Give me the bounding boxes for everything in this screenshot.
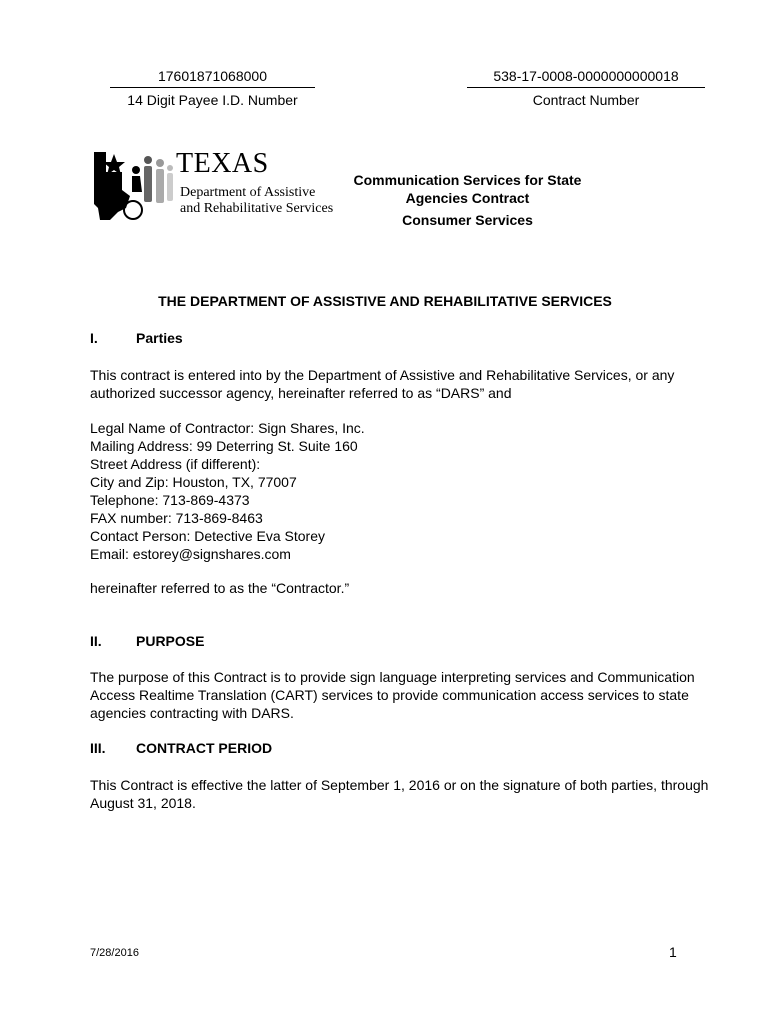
- logo-texas-text: TEXAS: [176, 148, 269, 179]
- contract-number-field: [467, 68, 705, 108]
- contract-period-paragraph: This Contract is effective the latter of September 1, 2016 or on the signature of both parties, through August 31, 2018.: [90, 777, 709, 811]
- logo-department-line2: and Rehabilitative Services: [180, 201, 334, 216]
- payee-id-value: 17601871068000: [110, 68, 315, 88]
- document-title-line1: Communication Services for State: [353, 172, 582, 188]
- contractor-email: Email: estorey@signshares.com: [90, 546, 291, 562]
- purpose-paragraph: The purpose of this Contract is to provide sign language interpreting services and Communication Access Realtime Translation (CART) services to provide communication access services to state agencies contracting with DARS.: [90, 669, 695, 721]
- parties-intro-paragraph: This contract is entered into by the Department of Assistive and Rehabilitative Services, or any authorized successor agency, hereinafter referred to as “DARS” and: [90, 367, 675, 401]
- section-parties-number: I.: [90, 330, 98, 346]
- contractor-details: [90, 419, 740, 563]
- section-parties-title: Parties: [136, 330, 183, 346]
- section-period-number: III.: [90, 740, 106, 756]
- section-period-title: CONTRACT PERIOD: [136, 740, 273, 756]
- page-number: 1: [669, 944, 677, 960]
- contractor-telephone: Telephone: 713-869-4373: [90, 492, 250, 508]
- contractor-street-address: Street Address (if different):: [90, 456, 261, 472]
- logo-department-line1: Department of Assistive: [180, 185, 316, 200]
- section-purpose-title: PURPOSE: [136, 633, 205, 649]
- contractor-legal-name: Legal Name of Contractor: Sign Shares, Inc.: [90, 420, 365, 436]
- contractor-fax: FAX number: 713-869-8463: [90, 510, 263, 526]
- texas-figures-icon: [92, 150, 176, 222]
- contractor-contact-person: Contact Person: Detective Eva Storey: [90, 528, 325, 544]
- department-heading: THE DEPARTMENT OF ASSISTIVE AND REHABILITATIVE SERVICES: [158, 293, 612, 309]
- footer-date: 7/28/2016: [90, 947, 139, 959]
- contractor-mailing-address: Mailing Address: 99 Deterring St. Suite 160: [90, 438, 358, 454]
- dars-logo: [92, 150, 332, 222]
- contract-number-value: 538-17-0008-0000000000018: [467, 68, 705, 88]
- section-purpose-number: II.: [90, 633, 102, 649]
- contract-number-label: Contract Number: [532, 92, 640, 108]
- document-title: [335, 171, 600, 207]
- document-subtitle: Consumer Services: [402, 212, 533, 228]
- document-title-line2: Agencies Contract: [405, 190, 530, 206]
- contractor-closing-text: hereinafter referred to as the “Contractor.”: [90, 580, 350, 596]
- payee-id-field: [110, 68, 315, 108]
- payee-id-label: 14 Digit Payee I.D. Number: [127, 92, 298, 108]
- contractor-city-zip: City and Zip: Houston, TX, 77007: [90, 474, 297, 490]
